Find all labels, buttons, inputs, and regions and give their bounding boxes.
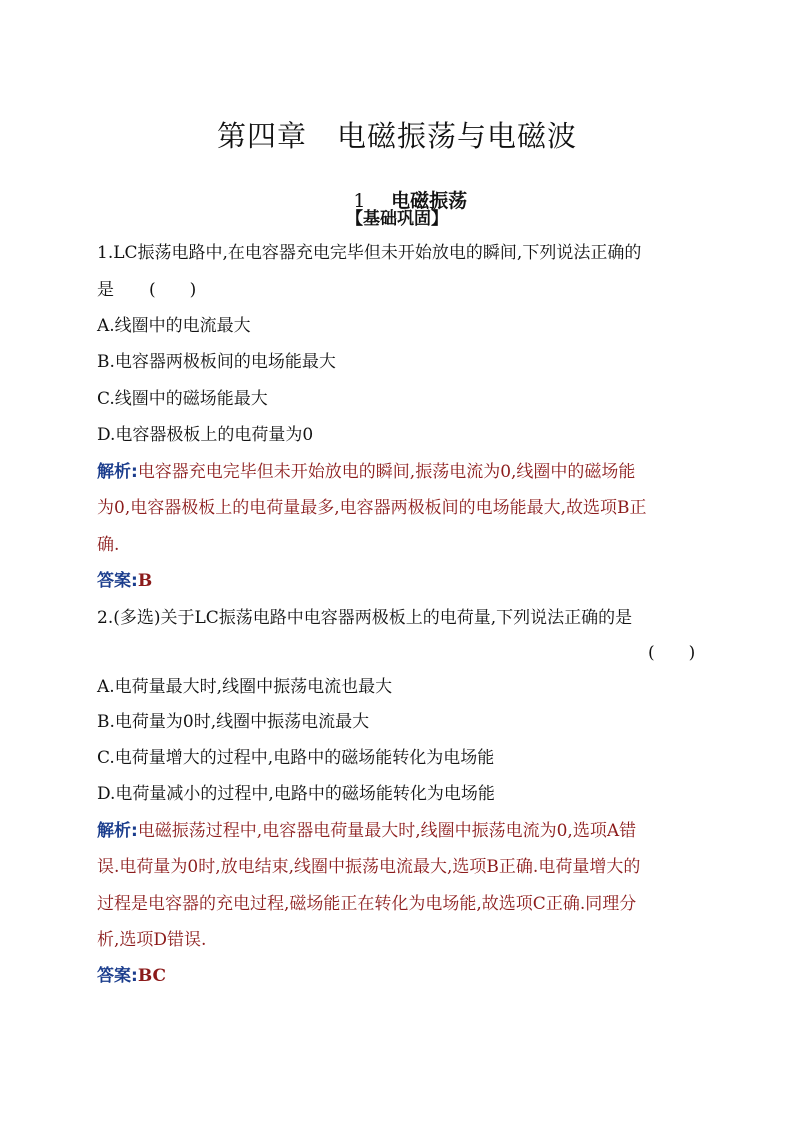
q2-option-a: A.电荷量最大时,线圈中振荡电流也最大 <box>97 677 393 697</box>
q2-analysis-line1 <box>97 818 707 844</box>
q1-option-b: B.电容器两极板间的电场能最大 <box>97 352 336 372</box>
q1-option-d: D.电容器极板上的电荷量为0 <box>97 425 314 445</box>
chapter-title: 第四章 电磁振荡与电磁波 <box>216 119 577 153</box>
q1-answer-blank: ( ) <box>149 280 197 300</box>
q1-stem-line2: 是 <box>97 280 114 300</box>
q2-option-b: B.电荷量为0时,线圈中振荡电流最大 <box>97 712 370 732</box>
q1-option-a: A.线圈中的电流最大 <box>97 316 251 336</box>
q2-option-c: C.电荷量增大的过程中,电路中的磁场能转化为电场能 <box>97 748 495 768</box>
q2-answer-blank: ( ) <box>648 643 696 663</box>
q2-analysis-line3: 过程是电容器的充电过程,磁场能正在转化为电场能,故选项C正确.同理分 <box>97 894 637 914</box>
q2-analysis-text1: 电磁振荡过程中,电容器电荷量最大时,线圈中振荡电流为0,选项A错 <box>137 821 637 841</box>
q1-answer <box>97 568 707 594</box>
subsection-heading: 【基础巩固】 <box>346 209 448 229</box>
q1-analysis-line2: 为0,电容器极板上的电荷量最多,电容器两极板间的电场能最大,故选项B正 <box>97 498 647 518</box>
q2-stem-line1: 2.(多选)关于LC振荡电路中电容器两极板上的电荷量,下列说法正确的是 <box>97 608 633 628</box>
q2-analysis-line4: 析,选项D错误. <box>97 930 207 950</box>
q2-option-d: D.电荷量减小的过程中,电路中的磁场能转化为电场能 <box>97 784 495 804</box>
q1-analysis-label: 解析: <box>97 462 138 482</box>
q1-analysis-line1 <box>97 459 707 485</box>
q1-answer-label: 答案: <box>97 571 138 591</box>
q2-analysis-label: 解析: <box>97 821 138 841</box>
q1-analysis-line3: 确. <box>97 535 120 555</box>
q2-answer <box>97 963 707 989</box>
section-name: 电磁振荡 <box>391 190 468 212</box>
q2-answer-label: 答案: <box>97 966 138 986</box>
q1-answer-value: B <box>137 571 153 591</box>
section-number: 1 <box>353 190 366 212</box>
q2-analysis-line2: 误.电荷量为0时,放电结束,线圈中振荡电流最大,选项B正确.电荷量增大的 <box>97 857 641 877</box>
q1-analysis-text1: 电容器充电完毕但未开始放电的瞬间,振荡电流为0,线圈中的磁场能 <box>137 462 636 482</box>
q1-option-c: C.线圈中的磁场能最大 <box>97 389 268 409</box>
q2-answer-value: BC <box>137 966 167 986</box>
q1-stem-line1: 1.LC振荡电路中,在电容器充电完毕但未开始放电的瞬间,下列说法正确的 <box>97 243 642 263</box>
